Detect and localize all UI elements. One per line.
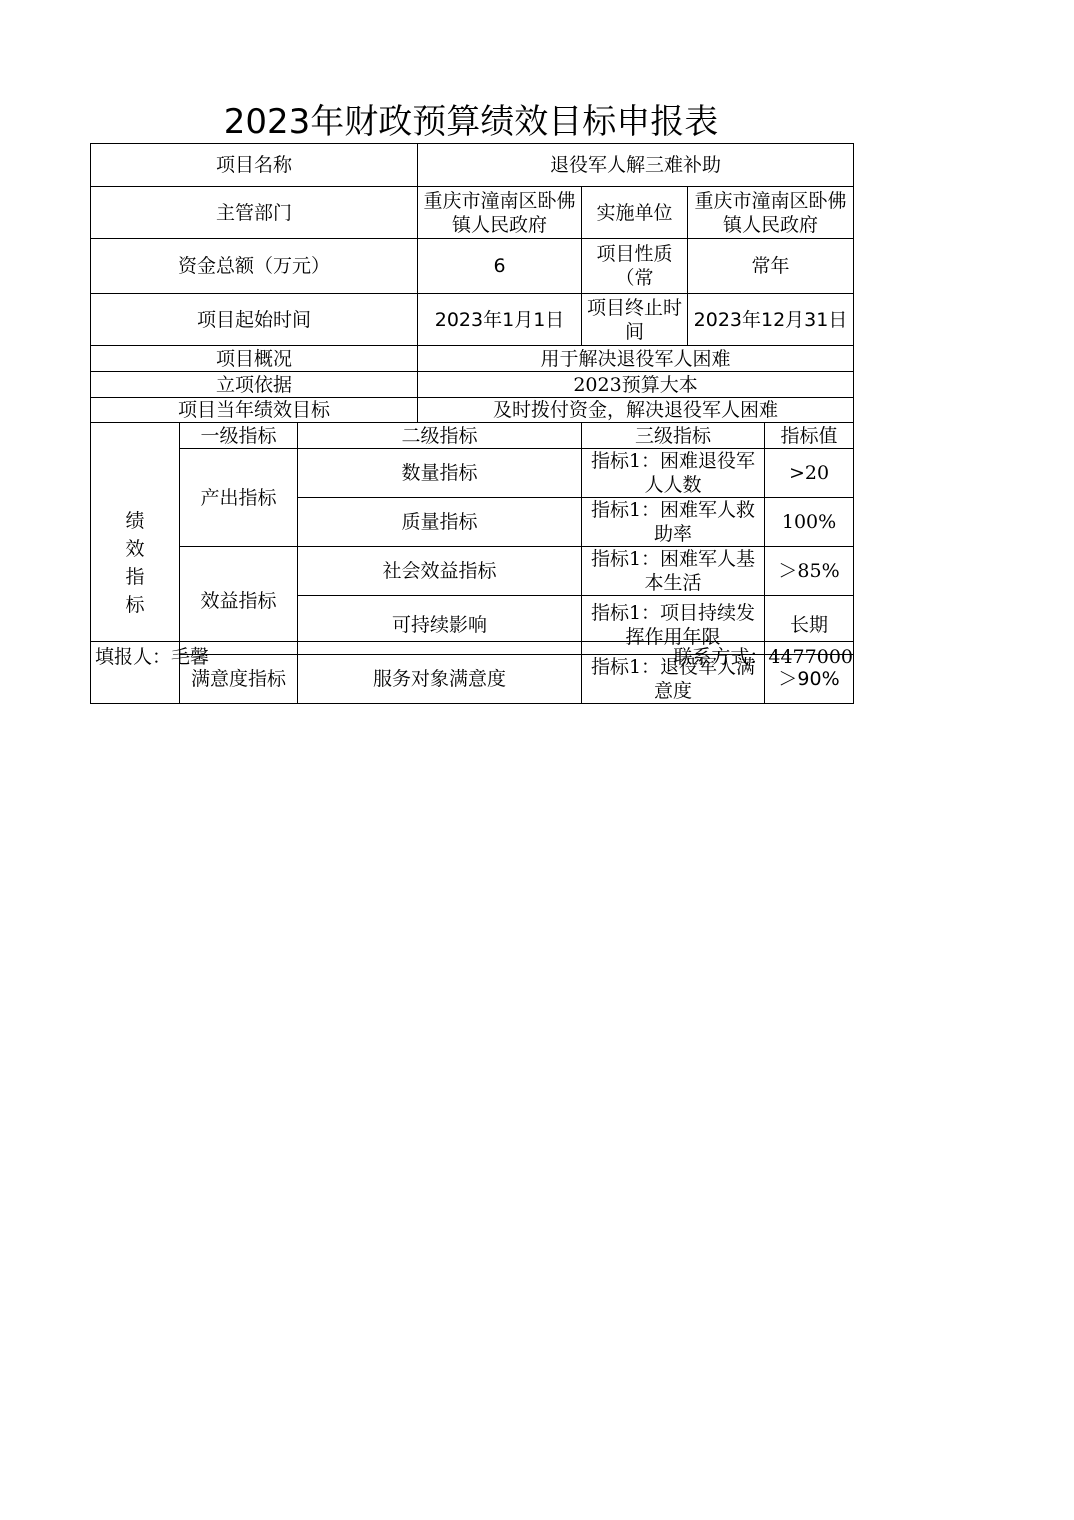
row-overview (91, 346, 854, 372)
impl-unit-label: 实施单位 (582, 187, 688, 239)
level3-cell: 指标1：困难军人基本生活 (582, 547, 765, 596)
header-value: 指标值 (765, 423, 854, 449)
dept-value: 重庆市潼南区卧佛镇人民政府 (418, 187, 582, 239)
level2-cell: 服务对象满意度 (298, 655, 582, 704)
benefit-indicator-label: 效益指标 (180, 547, 298, 655)
signature-divider (90, 641, 853, 642)
project-name-value: 退役军人解三难补助 (418, 144, 854, 187)
contact-info: 联系方式：4477000 (673, 646, 853, 668)
goal-label: 项目当年绩效目标 (91, 398, 418, 423)
value-cell: >20 (765, 449, 854, 498)
level2-cell: 质量指标 (298, 498, 582, 547)
basis-value: 2023预算大本 (418, 372, 854, 398)
fund-label: 资金总额（万元） (91, 239, 418, 294)
page-title: 2023年财政预算绩效目标申报表 (223, 102, 719, 142)
header-level3: 三级指标 (582, 423, 765, 449)
level2-cell: 社会效益指标 (298, 547, 582, 596)
project-name-label: 项目名称 (91, 144, 418, 187)
value-cell: 长期 (765, 596, 854, 655)
impl-unit-value: 重庆市潼南区卧佛镇人民政府 (688, 187, 854, 239)
value-cell: 100% (765, 498, 854, 547)
row-goal (91, 398, 854, 423)
table-row (91, 449, 854, 498)
row-fund (91, 239, 854, 294)
start-label: 项目起始时间 (91, 294, 418, 346)
basis-label: 立项依据 (91, 372, 418, 398)
header-level2: 二级指标 (298, 423, 582, 449)
value-cell: ＞90% (765, 655, 854, 704)
goal-value: 及时拨付资金，解决退役军人困难 (418, 398, 854, 423)
end-value: 2023年12月31日 (688, 294, 854, 346)
dept-label: 主管部门 (91, 187, 418, 239)
level3-cell: 指标1：困难退役军人人数 (582, 449, 765, 498)
filler-name: 填报人：毛馨 (95, 646, 210, 668)
overview-label: 项目概况 (91, 346, 418, 372)
row-basis (91, 372, 854, 398)
level3-cell: 指标1：项目持续发挥作用年限 (582, 596, 765, 655)
header-level1: 一级指标 (180, 423, 298, 449)
nature-label: 项目性质（常 (582, 239, 688, 294)
end-label: 项目终止时间 (582, 294, 688, 346)
table-row (91, 547, 854, 596)
level2-cell: 可持续影响 (298, 596, 582, 655)
satisfaction-indicator-label: 满意度指标 (180, 655, 298, 704)
row-department (91, 187, 854, 239)
level3-cell: 指标1：困难军人救助率 (582, 498, 765, 547)
output-indicator-label: 产出指标 (180, 449, 298, 547)
fund-value: 6 (418, 239, 582, 294)
value-cell: ＞85% (765, 547, 854, 596)
nature-value: 常年 (688, 239, 854, 294)
overview-value: 用于解决退役军人困难 (418, 346, 854, 372)
budget-performance-table (90, 143, 854, 704)
row-dates (91, 294, 854, 346)
start-value: 2023年1月1日 (418, 294, 582, 346)
level3-cell: 指标1：退役军人满意度 (582, 655, 765, 704)
performance-indicators-label: 绩 效 指 标 (91, 423, 180, 704)
row-indicator-headers (91, 423, 854, 449)
level2-cell: 数量指标 (298, 449, 582, 498)
row-project-name (91, 144, 854, 187)
